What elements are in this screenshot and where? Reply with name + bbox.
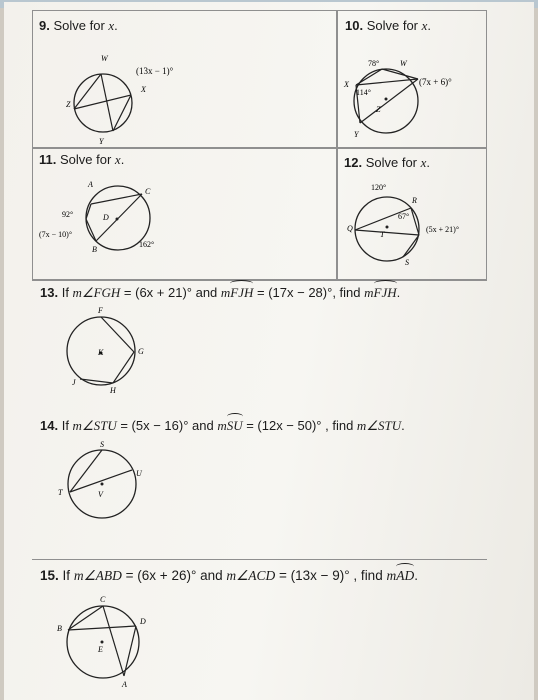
problem-number: 15. (40, 568, 59, 583)
point-label: G (138, 347, 144, 356)
angle-expression: (5x + 21)° (426, 225, 460, 234)
problem-13-cell (32, 280, 487, 404)
point-label: W (101, 54, 108, 63)
measure-m: m (72, 418, 82, 433)
point-label: S (405, 258, 409, 267)
angle-expression: (13x − 1)° (136, 66, 174, 76)
point-label: H (110, 386, 116, 395)
point-label: U (136, 469, 142, 478)
point-label: D (140, 617, 146, 626)
point-label: Z (376, 105, 381, 114)
problem-14-cell (32, 404, 487, 559)
problem-number: 13. (40, 285, 59, 300)
point-label: C (100, 595, 106, 604)
point-label: W (400, 59, 407, 68)
variable: x (421, 18, 428, 33)
measure-m: m (226, 568, 237, 583)
equation-1: = (6x + 26)° and (121, 568, 227, 583)
measure-m: m (356, 418, 367, 433)
angle-label: 78° (368, 59, 380, 68)
variable: x (108, 18, 115, 33)
prompt-end: . (396, 285, 401, 300)
angle-name: ∠ACD (236, 568, 276, 583)
worksheet (4, 2, 534, 700)
angle-name: ∠STU (366, 418, 402, 433)
point-label: Y (99, 137, 104, 146)
problem-11-cell (32, 148, 337, 280)
equation-2: = (13x − 9)° , find (275, 568, 387, 583)
problem-number: 10. (345, 18, 364, 33)
angle-label: 92° (62, 210, 74, 219)
point-label: B (92, 245, 97, 254)
point-label: R (412, 196, 417, 205)
point-label: T (380, 230, 385, 239)
measure-m: m (364, 285, 374, 300)
problem-12-prompt (344, 155, 430, 171)
angle-label: 162° (139, 240, 155, 249)
prompt-text: Solve for (59, 152, 115, 167)
prompt-text: If (62, 568, 74, 583)
point-label: C (145, 187, 151, 196)
problem-14-diagram (50, 440, 190, 540)
prompt-end: . (427, 18, 432, 33)
angle-expression: (7x + 6)° (419, 77, 452, 87)
variable: x (420, 155, 427, 170)
arc-name: FJH (373, 285, 397, 300)
point-label: J (72, 378, 76, 387)
prompt-end: . (426, 155, 431, 170)
problem-14-prompt (40, 418, 405, 434)
prompt-text: If (61, 285, 73, 300)
equation-1: = (6x + 21)° and (120, 285, 221, 300)
point-label: X (344, 80, 349, 89)
problem-10-prompt (345, 18, 431, 34)
problem-13-prompt (40, 285, 400, 301)
point-label: A (88, 180, 93, 189)
problem-number: 12. (344, 155, 363, 170)
problem-9-cell (32, 10, 337, 148)
angle-name: ∠FGH (81, 285, 121, 300)
problem-11-diagram (33, 174, 233, 279)
angle-name: ∠ABD (83, 568, 122, 583)
angle-name: ∠STU (81, 418, 117, 433)
problem-11-prompt (39, 152, 124, 168)
prompt-end: . (414, 568, 418, 583)
point-label: K (98, 348, 104, 357)
variable: x (114, 152, 121, 167)
point-label: T (58, 488, 63, 497)
problem-13-diagram (58, 303, 198, 403)
angle-label: 67° (398, 212, 410, 221)
prompt-end: . (114, 18, 118, 33)
point-label: B (57, 624, 62, 633)
angle-label: 120° (371, 183, 387, 192)
equation-2: = (17x − 28)°, find (253, 285, 365, 300)
arc-name: FJH (230, 285, 254, 300)
problem-15-prompt (40, 568, 418, 584)
point-label: D (103, 213, 109, 222)
prompt-end: . (120, 152, 125, 167)
measure-m: m (386, 568, 397, 583)
measure-m: m (73, 568, 84, 583)
point-label: S (100, 440, 104, 449)
equation-1: = (5x − 16)° and (116, 418, 218, 433)
arc-name: AD (396, 568, 415, 583)
equation-2: = (12x − 50)° , find (242, 418, 357, 433)
prompt-text: Solve for (365, 155, 421, 170)
measure-m: m (217, 418, 227, 433)
point-label: A (122, 680, 127, 689)
measure-m: m (72, 285, 82, 300)
point-label: X (141, 85, 146, 94)
problem-number: 14. (40, 418, 59, 433)
problem-12-cell (337, 148, 487, 280)
arc-name: SU (226, 418, 243, 433)
problem-10-cell (337, 10, 487, 148)
point-label: V (98, 490, 103, 499)
point-label: Q (347, 224, 353, 233)
problem-number: 9. (39, 18, 50, 33)
point-label: Y (354, 130, 359, 139)
angle-label: 114° (356, 88, 371, 97)
angle-expression: (7x − 10)° (39, 230, 73, 239)
prompt-text: If (61, 418, 73, 433)
prompt-text: Solve for (366, 18, 422, 33)
problem-12-diagram (338, 175, 486, 280)
prompt-end: . (401, 418, 405, 433)
point-label: E (98, 645, 103, 654)
measure-m: m (220, 285, 231, 300)
point-label: F (98, 306, 103, 315)
problem-9-diagram (53, 41, 213, 151)
prompt-text: Solve for (53, 18, 109, 33)
problem-number: 11. (39, 152, 57, 167)
problem-15-diagram (54, 588, 194, 698)
problem-15-cell (32, 559, 487, 700)
point-label: Z (66, 100, 71, 109)
problem-9-prompt (39, 18, 118, 34)
problem-10-diagram (338, 39, 486, 149)
